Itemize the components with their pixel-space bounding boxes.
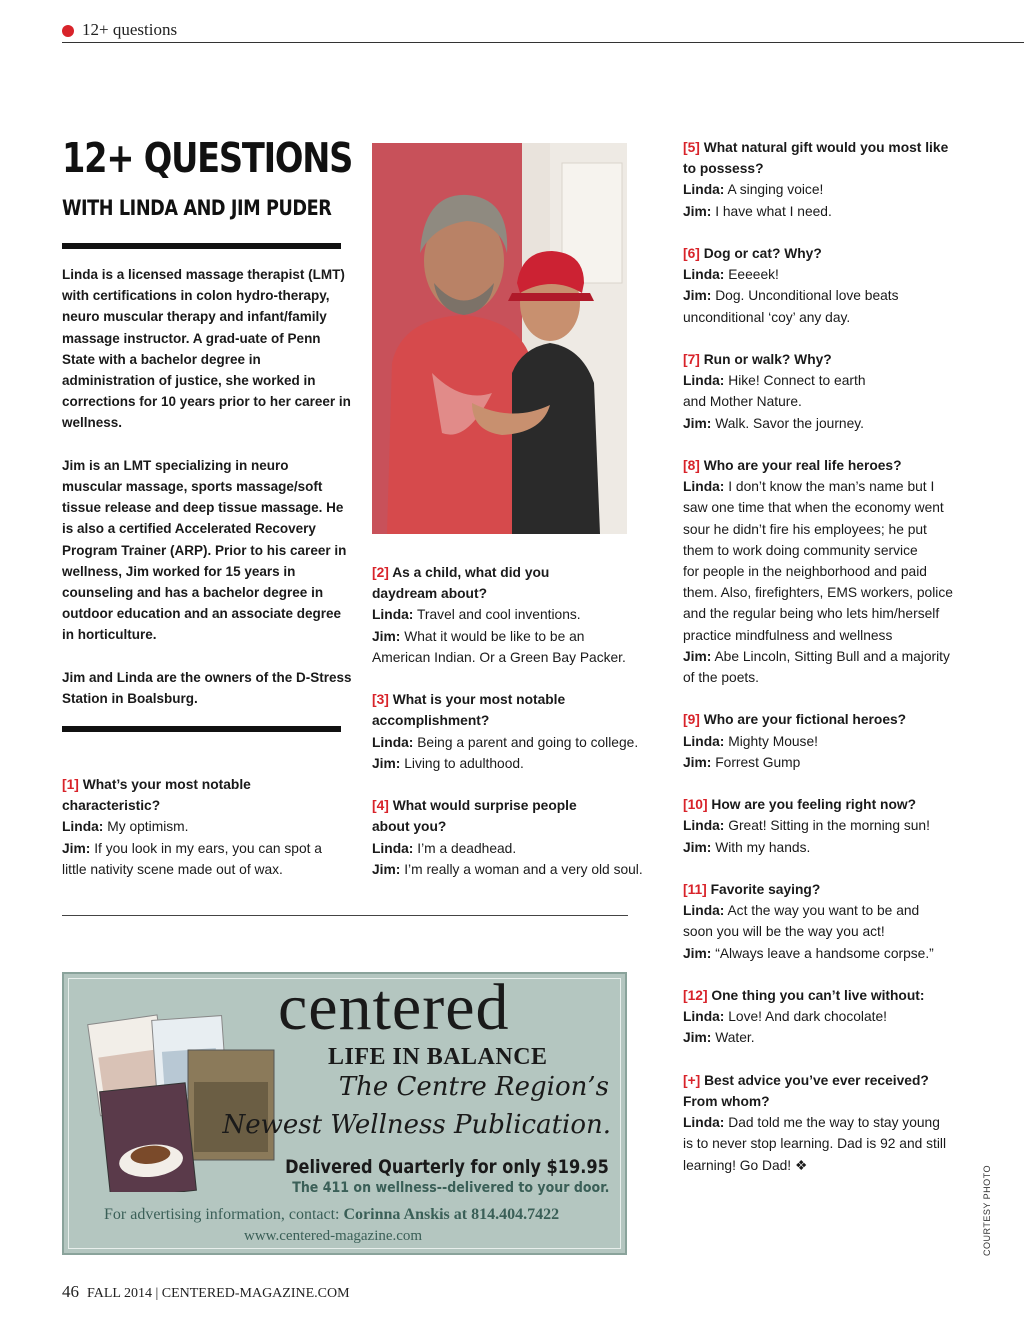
qa-answer-text: is to never stop learning. Dad is 92 and still [683, 1136, 947, 1152]
speaker-label: Linda: [372, 607, 414, 623]
qa-number: [9] [683, 712, 700, 728]
ad-contact-prefix: For advertising information, contact: [104, 1206, 340, 1223]
qa-question [372, 562, 662, 583]
speaker-label: Linda: [683, 373, 725, 389]
section-divider [62, 915, 628, 916]
speaker-label: Linda: [372, 840, 414, 856]
page-title: 12+ QUESTIONS [62, 134, 353, 182]
qa-question [683, 158, 983, 179]
qa-answer-linda [683, 370, 983, 391]
qa-answer-linda [372, 732, 662, 753]
qa-answer-linda [372, 604, 662, 625]
couple-photo [372, 143, 627, 534]
qa-question [372, 583, 662, 604]
qa-answer-text: Dad told me the way to stay young [728, 1115, 940, 1131]
qa-answer-text: little nativity scene made out of wax. [62, 861, 283, 877]
qa-question [372, 795, 662, 816]
speaker-label: Jim: [372, 755, 401, 771]
speaker-label: Jim: [683, 945, 712, 961]
speaker-label: Linda: [683, 733, 725, 749]
qa-number: [7] [683, 352, 700, 367]
qa-answer-text: American Indian. Or a Green Bay Packer. [372, 649, 626, 665]
qa-question-text: accomplishment? [372, 713, 490, 729]
speaker-label: Jim: [683, 1030, 712, 1046]
speaker-label: Linda: [683, 267, 725, 283]
bio-rule [62, 726, 341, 732]
qa-answer-text: I have what I need. [715, 203, 832, 219]
qa-question-text: What’s your most notable [82, 777, 251, 792]
qa-question-text: From whom? [683, 1094, 770, 1110]
qa-answer-linda [372, 838, 662, 859]
speaker-label: Jim: [683, 754, 712, 770]
qa-question-text: characteristic? [62, 798, 161, 814]
ad-script-line-2: Newest Wellness Publication. [222, 1110, 611, 1140]
qa-number: [1] [62, 777, 79, 792]
qa-answer-text: A singing voice! [727, 182, 824, 198]
speaker-label: Jim: [683, 648, 712, 664]
qa-answer-linda [683, 519, 983, 540]
qa-answer-jim [683, 646, 983, 667]
qa-item [683, 349, 983, 434]
qa-answer-text: “Always leave a handsome corpse.” [715, 945, 934, 961]
qa-answer-text: Love! And dark chocolate! [728, 1009, 888, 1025]
qa-answer-jim [683, 752, 983, 773]
qa-question-text: Who are your fictional heroes? [703, 712, 907, 728]
speaker-label: Linda: [683, 479, 725, 495]
qa-answer-text: practice mindfulness and wellness [683, 627, 893, 643]
qa-question-text: As a child, what did you [392, 565, 550, 580]
photo-credit: COURTESY PHOTO [982, 1164, 992, 1256]
qa-answer-text: Water. [715, 1030, 755, 1046]
qa-number: [10] [683, 797, 708, 813]
qa-answer-linda [683, 731, 983, 752]
qa-question [683, 794, 983, 815]
qa-item [683, 794, 983, 858]
qa-answer-jim [683, 285, 983, 306]
qa-answer-text: My optimism. [107, 819, 189, 835]
ad-tagline: LIFE IN BALANCE [328, 1044, 548, 1070]
speaker-label: Linda: [683, 903, 725, 919]
qa-answer-linda [683, 179, 983, 200]
qa-answer-text: of the poets. [683, 670, 759, 686]
speaker-label: Jim: [683, 288, 712, 304]
speaker-label: Jim: [683, 415, 712, 431]
qa-question [683, 137, 983, 158]
qa-number: [5] [683, 140, 700, 155]
qa-answer-text: soon you will be the way you act! [683, 924, 885, 940]
qa-answer-linda [683, 1133, 983, 1154]
qa-answer-jim [372, 753, 662, 774]
centered-magazine-ad[interactable] [62, 972, 627, 1255]
qa-answer-text: With my hands. [715, 839, 811, 855]
qa-item [372, 795, 662, 880]
qa-answer-text: Abe Lincoln, Sitting Bull and a majority [714, 648, 950, 664]
ad-brand-name: centered [278, 971, 510, 1044]
qa-answer-text: and the regular being who lets him/herself [683, 606, 940, 622]
qa-answer-linda [683, 921, 983, 942]
qa-item [683, 1070, 983, 1176]
qa-answer-linda [62, 816, 352, 837]
qa-number: [3] [372, 692, 389, 708]
speaker-label: Linda: [683, 818, 725, 834]
speaker-label: Jim: [372, 861, 401, 877]
speaker-label: Jim: [62, 840, 91, 856]
qa-answer-text: If you look in my ears, you can spot a [94, 840, 322, 856]
qa-answer-text: learning! Go Dad! ❖ [683, 1157, 808, 1173]
qa-question-text: Run or walk? Why? [703, 352, 832, 367]
qa-question [683, 243, 983, 264]
qa-question-text: Dog or cat? Why? [703, 246, 822, 261]
qa-question-text: Favorite saying? [710, 882, 821, 898]
qa-question-text: How are you feeling right now? [711, 797, 917, 813]
qa-answer-jim [683, 667, 983, 688]
qa-answer-text: I don’t know the man’s name but I [728, 479, 935, 495]
section-bullet-icon [62, 25, 74, 37]
qa-item [683, 137, 983, 222]
qa-question-text: daydream about? [372, 586, 487, 602]
qa-answer-linda [683, 391, 983, 412]
qa-item [62, 774, 352, 880]
qa-question-text: Who are your real life heroes? [703, 458, 902, 473]
magazine-covers-icon [78, 992, 278, 1192]
qa-question-text: One thing you can’t live without: [711, 988, 925, 1004]
qa-answer-jim [683, 943, 983, 964]
qa-answer-text: Living to adulthood. [404, 755, 524, 771]
bio-jim: Jim is an LMT specializing in neuro muscular massage, sports massage/soft tissue release and deep tissue massage. He is also a certified Accelerated Recovery Program Trainer (ARP). Prior to his career in wellness, Jim worked for 15 years in counseling and has a bachelor degree in outdoor education and an associate degree in horticulture. [62, 457, 347, 643]
qa-answer-linda [683, 540, 983, 561]
qa-answer-text: sour he didn’t fire his employees; he put [683, 521, 927, 537]
qa-answer-jim [372, 859, 662, 880]
qa-answer-text: Travel and cool inventions. [416, 607, 581, 623]
ad-price: Delivered Quarterly for only $19.95 [285, 1156, 609, 1178]
qa-number: [8] [683, 458, 700, 473]
qa-answer-text: I’m a deadhead. [417, 840, 517, 856]
speaker-label: Jim: [683, 839, 712, 855]
qa-question [372, 710, 662, 731]
qa-question [683, 985, 983, 1006]
qa-answer-jim [62, 838, 352, 859]
qa-item [683, 455, 983, 688]
section-label: 12+ questions [82, 20, 178, 39]
qa-answer-text: Hike! Connect to earth [728, 373, 866, 389]
qa-answer-jim [372, 626, 662, 647]
qa-answer-text: them to work doing community service [683, 542, 918, 558]
qa-column-1 [62, 774, 352, 901]
qa-question [683, 1091, 983, 1112]
qa-answer-linda [683, 900, 983, 921]
qa-answer-linda [683, 603, 983, 624]
qa-answer-text: Being a parent and going to college. [417, 734, 639, 750]
qa-number: [4] [372, 798, 389, 814]
qa-answer-text: saw one time that when the economy went [683, 500, 944, 516]
qa-item [372, 689, 662, 774]
qa-answer-text: What it would be like to be an [404, 628, 585, 644]
ad-contact [104, 1206, 559, 1224]
qa-answer-linda [683, 815, 983, 836]
qa-question-text: Best advice you’ve ever received? [704, 1072, 929, 1088]
qa-question [372, 689, 662, 710]
bio [62, 264, 352, 730]
qa-number: [6] [683, 246, 700, 261]
qa-item [372, 562, 662, 668]
qa-answer-text: for people in the neighborhood and paid [683, 564, 927, 580]
qa-question-text: What is your most notable [392, 692, 566, 708]
qa-answer-text: Great! Sitting in the morning sun! [728, 818, 930, 834]
qa-question [683, 1070, 983, 1091]
qa-answer-jim [62, 859, 352, 880]
qa-answer-jim [683, 837, 983, 858]
bio-owners: Jim and Linda are the owners of the D-Stress Station in Boalsburg. [62, 669, 352, 707]
page-subtitle: WITH LINDA AND JIM PUDER [62, 196, 332, 220]
ad-subline: The 411 on wellness--delivered to your door. [291, 1180, 609, 1196]
qa-number: [2] [372, 565, 389, 580]
qa-answer-linda [683, 625, 983, 646]
qa-answer-jim [683, 1027, 983, 1048]
title-rule [62, 243, 341, 249]
qa-question-text: about you? [372, 819, 447, 835]
qa-answer-linda [683, 264, 983, 285]
qa-answer-linda [683, 561, 983, 582]
qa-answer-text: Walk. Savor the journey. [715, 415, 864, 431]
ad-script-line-1: The Centre Region’s [338, 1072, 609, 1102]
ad-contact-name: Corinna Anskis at 814.404.7422 [343, 1206, 560, 1223]
speaker-label: Jim: [683, 203, 712, 219]
qa-answer-jim [683, 307, 983, 328]
qa-answer-linda [683, 582, 983, 603]
qa-question [683, 709, 983, 730]
qa-answer-text: and Mother Nature. [683, 394, 802, 410]
qa-question [372, 816, 662, 837]
qa-answer-linda [683, 1112, 983, 1133]
speaker-label: Linda: [372, 734, 414, 750]
qa-answer-text: Act the way you want to be and [727, 903, 920, 919]
couple-photo-illustration [372, 143, 627, 534]
qa-answer-jim [372, 647, 662, 668]
qa-answer-linda [683, 497, 983, 518]
qa-question-text: What natural gift would you most like [703, 140, 949, 155]
speaker-label: Linda: [683, 182, 725, 198]
ad-url-link[interactable]: www.centered-magazine.com [244, 1228, 423, 1244]
qa-question [683, 349, 983, 370]
qa-answer-text: them. Also, firefighters, EMS workers, police [683, 585, 953, 601]
qa-answer-jim [683, 413, 983, 434]
qa-item [683, 985, 983, 1049]
qa-answer-text: Forrest Gump [715, 754, 801, 770]
qa-question [683, 879, 983, 900]
qa-column-3 [683, 137, 983, 1197]
qa-answer-text: unconditional ‘coy’ any day. [683, 309, 851, 325]
qa-item [683, 879, 983, 964]
speaker-label: Linda: [683, 1115, 725, 1131]
speaker-label: Linda: [683, 1009, 725, 1025]
qa-column-2 [372, 562, 662, 901]
speaker-label: Linda: [62, 819, 104, 835]
qa-answer-text: Mighty Mouse! [728, 733, 818, 749]
qa-item [683, 243, 983, 328]
qa-answer-linda [683, 476, 983, 497]
qa-number: [+] [683, 1072, 701, 1088]
qa-answer-jim [683, 201, 983, 222]
qa-item [683, 709, 983, 773]
qa-answer-text: Eeeeek! [728, 267, 779, 283]
qa-question [62, 795, 352, 816]
qa-question [683, 455, 983, 476]
qa-number: [12] [683, 988, 708, 1004]
qa-answer-linda [683, 1155, 983, 1176]
qa-answer-text: I’m really a woman and a very old soul. [404, 861, 643, 877]
speaker-label: Jim: [372, 628, 401, 644]
qa-number: [11] [683, 882, 707, 898]
qa-answer-linda [683, 1006, 983, 1027]
footer-issue: FALL 2014 | CENTERED-MAGAZINE.COM [87, 1286, 350, 1301]
header-rule [62, 42, 1024, 43]
page-footer [62, 1282, 350, 1302]
qa-question-text: What would surprise people [392, 798, 577, 814]
qa-question [62, 774, 352, 795]
page-number: 46 [62, 1282, 79, 1301]
bio-linda: Linda is a licensed massage therapist (LMT) with certifications in colon hydro-therapy, neuro muscular therapy and infant/family massage instructor. A grad-uate of Penn State with a bachelor degree in administration of justice, she worked in corrections for 10 years prior to her career in wellness. [62, 267, 351, 431]
qa-question-text: to possess? [683, 161, 764, 177]
qa-answer-text: Dog. Unconditional love beats [715, 288, 899, 304]
